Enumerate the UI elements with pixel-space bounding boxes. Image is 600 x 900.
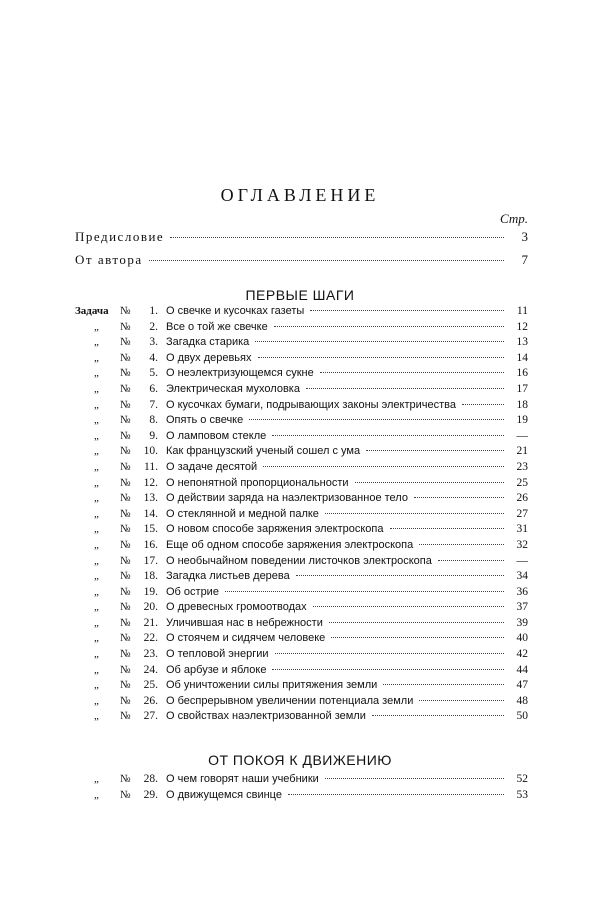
front-matter-row [75, 229, 528, 247]
ditto-mark: „ [94, 320, 99, 333]
front-matter-title: От автора [75, 252, 143, 267]
entry-page: 11 [516, 305, 528, 317]
entry-page: 52 [516, 773, 528, 785]
dot-leader [325, 513, 504, 514]
section-entries [0, 305, 600, 726]
toc-entry [0, 632, 600, 648]
entry-number: 27. [143, 710, 158, 723]
entry-title: Загадка старика [166, 336, 250, 349]
number-sign: № [120, 398, 131, 411]
number-sign: № [120, 648, 131, 661]
entry-title: О стеклянной и медной палке [166, 507, 319, 520]
toc-entry [0, 789, 600, 805]
entry-page: 53 [516, 788, 528, 801]
ditto-mark: „ [94, 523, 99, 536]
toc-entry [0, 586, 600, 602]
dot-leader [414, 497, 504, 498]
entry-page: 44 [516, 663, 528, 676]
dot-leader [275, 653, 504, 654]
entry-page: 50 [516, 710, 528, 723]
toc-entry [0, 430, 600, 446]
entry-page: — [516, 429, 528, 442]
dot-leader [419, 544, 504, 545]
entry-page: 14 [516, 351, 528, 364]
entry-title: Еще об одном способе заряжения электроскопа [166, 538, 414, 551]
toc-entry [0, 508, 600, 524]
entry-page: 31 [516, 523, 528, 536]
toc-entry [0, 336, 600, 352]
ditto-mark: „ [94, 616, 99, 629]
entry-title: Загадка листьев дерева [166, 570, 290, 583]
ditto-mark: „ [94, 336, 99, 349]
ditto-mark: „ [94, 538, 99, 551]
entry-page: 42 [516, 648, 528, 661]
entry-page: 39 [516, 616, 528, 629]
toc-entry [0, 695, 600, 711]
entry-number: 15. [143, 523, 158, 536]
toc-entry [0, 539, 600, 555]
dot-leader [149, 260, 504, 261]
number-sign: № [120, 492, 131, 505]
dot-leader [225, 591, 504, 592]
number-sign: № [120, 788, 131, 801]
ditto-mark: „ [94, 492, 99, 505]
entry-title: О необычайном поведении листочков электроскопа [166, 554, 432, 567]
front-matter-page: 3 [521, 229, 528, 244]
entry-title: О кусочках бумаги, подрывающих законы электричества [166, 398, 457, 411]
toc-entry [0, 648, 600, 664]
number-sign: № [120, 367, 131, 380]
dot-leader [274, 326, 504, 327]
entry-number: 4. [149, 351, 158, 364]
entry-page: 36 [516, 585, 528, 598]
ditto-mark: „ [94, 476, 99, 489]
toc-entry [0, 679, 600, 695]
number-sign: № [120, 351, 131, 364]
toc-entry [0, 570, 600, 586]
entry-title: О задаче десятой [166, 460, 258, 473]
entry-title: О чем говорят наши учебники [166, 773, 319, 785]
dot-leader [263, 466, 504, 467]
ditto-mark: „ [94, 679, 99, 692]
dot-leader [372, 715, 504, 716]
entry-number: 28. [143, 773, 158, 785]
entry-page: 34 [516, 570, 528, 583]
dot-leader [272, 435, 504, 436]
dot-leader [325, 778, 504, 779]
number-sign: № [120, 445, 131, 458]
entry-title: О беспрерывном увеличении потенциала земли [166, 694, 414, 707]
dot-leader [329, 622, 504, 623]
ditto-mark: „ [94, 773, 99, 785]
entry-title: О свечке и кусочках газеты [166, 305, 305, 317]
number-sign: № [120, 305, 131, 317]
entry-prefix: Задача [75, 305, 109, 317]
entry-page: 19 [516, 414, 528, 427]
entry-number: 26. [143, 694, 158, 707]
dot-leader [366, 450, 504, 451]
ditto-mark: „ [94, 710, 99, 723]
toc-entry [0, 773, 600, 789]
dot-leader [438, 560, 504, 561]
ditto-mark: „ [94, 570, 99, 583]
number-sign: № [120, 773, 131, 785]
entry-number: 3. [149, 336, 158, 349]
entry-page: 37 [516, 601, 528, 614]
entry-page: 13 [516, 336, 528, 349]
number-sign: № [120, 663, 131, 676]
entry-number: 22. [143, 632, 158, 645]
entry-title: Об уничтожении силы притяжения земли [166, 679, 378, 692]
ditto-mark: „ [94, 445, 99, 458]
dot-leader [170, 237, 504, 238]
ditto-mark: „ [94, 429, 99, 442]
dot-leader [288, 794, 504, 795]
number-sign: № [120, 476, 131, 489]
number-sign: № [120, 507, 131, 520]
entry-number: 8. [149, 414, 158, 427]
dot-leader [306, 388, 504, 389]
section-title: ПЕРВЫЕ ШАГИ [245, 287, 355, 303]
dot-leader [331, 637, 504, 638]
dot-leader [249, 419, 504, 420]
entry-number: 10. [143, 445, 158, 458]
number-sign: № [120, 429, 131, 442]
toc-entry [0, 383, 600, 399]
entry-page: 18 [516, 398, 528, 411]
front-matter-row [75, 252, 528, 270]
number-sign: № [120, 554, 131, 567]
entry-title: Опять о свечке [166, 414, 244, 427]
entry-number: 23. [143, 648, 158, 661]
number-sign: № [120, 336, 131, 349]
entry-number: 5. [149, 367, 158, 380]
entry-title: О новом способе заряжения электроскопа [166, 523, 384, 536]
dot-leader [310, 310, 504, 311]
entry-number: 1. [149, 305, 158, 317]
entry-number: 24. [143, 663, 158, 676]
entry-page: 47 [516, 679, 528, 692]
entry-number: 18. [143, 570, 158, 583]
toc-entry [0, 352, 600, 368]
number-sign: № [120, 601, 131, 614]
toc-entry [0, 414, 600, 430]
number-sign: № [120, 414, 131, 427]
toc-entry [0, 555, 600, 571]
ditto-mark: „ [94, 367, 99, 380]
toc-entry [0, 710, 600, 726]
entry-title: Уличившая нас в небрежности [166, 616, 323, 629]
front-matter-title: Предисловие [75, 229, 165, 244]
ditto-mark: „ [94, 414, 99, 427]
entry-title: О свойствах наэлектризованной земли [166, 710, 366, 723]
entry-page: 48 [516, 694, 528, 707]
entry-title: О действии заряда на наэлектризованное тело [166, 492, 408, 505]
dot-leader [320, 372, 504, 373]
entry-page: 25 [516, 476, 528, 489]
toc-entry [0, 321, 600, 337]
dot-leader [355, 482, 504, 483]
entry-title: Об арбузе и яблоке [166, 663, 267, 676]
dot-leader [258, 357, 505, 358]
entry-number: 6. [149, 382, 158, 395]
entry-number: 25. [143, 679, 158, 692]
front-matter-page: 7 [521, 252, 528, 267]
entry-title: О непонятной пропорциональности [166, 476, 349, 489]
entry-title: О древесных громоотводах [166, 601, 307, 614]
entry-title: Об острие [166, 585, 219, 598]
entry-number: 2. [149, 320, 158, 333]
toc-entry [0, 477, 600, 493]
entry-number: 9. [149, 429, 158, 442]
ditto-mark: „ [94, 460, 99, 473]
entry-page: 23 [516, 460, 528, 473]
entry-number: 11. [144, 460, 158, 473]
entry-page: 26 [516, 492, 528, 505]
entry-number: 29. [143, 788, 158, 801]
toc-entry [0, 523, 600, 539]
number-sign: № [120, 694, 131, 707]
toc-entry [0, 492, 600, 508]
dot-leader [419, 700, 504, 701]
entry-title: О неэлектризующемся сукне [166, 367, 314, 380]
ditto-mark: „ [94, 694, 99, 707]
entry-title: О тепловой энергии [166, 648, 269, 661]
entry-page: 27 [516, 507, 528, 520]
number-sign: № [120, 320, 131, 333]
entry-title: О стоячем и сидячем человеке [166, 632, 326, 645]
page-column-label: Стр. [500, 211, 528, 226]
entry-title: Все о той же свечке [166, 320, 268, 333]
dot-leader [390, 528, 505, 529]
toc-entry [0, 664, 600, 680]
entry-number: 17. [143, 554, 158, 567]
ditto-mark: „ [94, 663, 99, 676]
number-sign: № [120, 570, 131, 583]
entry-number: 13. [143, 492, 158, 505]
entry-number: 16. [143, 538, 158, 551]
ditto-mark: „ [94, 398, 99, 411]
toc-entry [0, 399, 600, 415]
dot-leader [313, 606, 504, 607]
section-title: ОТ ПОКОЯ К ДВИЖЕНИЮ [208, 752, 392, 768]
ditto-mark: „ [94, 382, 99, 395]
number-sign: № [120, 523, 131, 536]
entry-number: 12. [143, 476, 158, 489]
dot-leader [255, 341, 504, 342]
number-sign: № [120, 710, 131, 723]
toc-entry [0, 445, 600, 461]
entry-number: 14. [143, 507, 158, 520]
entry-title: Как французский ученый сошел с ума [166, 445, 361, 458]
entry-number: 19. [143, 585, 158, 598]
ditto-mark: „ [94, 351, 99, 364]
ditto-mark: „ [94, 648, 99, 661]
entry-number: 20. [143, 601, 158, 614]
number-sign: № [120, 679, 131, 692]
entry-page: 12 [516, 320, 528, 333]
number-sign: № [120, 460, 131, 473]
ditto-mark: „ [94, 632, 99, 645]
toc-title: ОГЛАВЛЕНИЕ [220, 185, 380, 205]
dot-leader [383, 684, 504, 685]
entry-title: Электрическая мухоловка [166, 382, 300, 395]
entry-title: О двух деревьях [166, 351, 252, 364]
dot-leader [272, 669, 504, 670]
ditto-mark: „ [94, 788, 99, 801]
number-sign: № [120, 616, 131, 629]
number-sign: № [120, 382, 131, 395]
entry-number: 21. [143, 616, 158, 629]
entry-page: — [516, 554, 528, 567]
toc-entry [0, 367, 600, 383]
entry-title: О ламповом стекле [166, 429, 267, 442]
number-sign: № [120, 585, 131, 598]
section-entries [0, 773, 600, 804]
number-sign: № [120, 632, 131, 645]
entry-title: О движущемся свинце [166, 788, 282, 801]
ditto-mark: „ [94, 554, 99, 567]
ditto-mark: „ [94, 601, 99, 614]
toc-entry [0, 461, 600, 477]
entry-number: 7. [149, 398, 158, 411]
toc-entry [0, 617, 600, 633]
entry-page: 32 [516, 538, 528, 551]
entry-page: 21 [516, 445, 528, 458]
toc-entry [0, 305, 600, 321]
entry-page: 40 [516, 632, 528, 645]
entry-page: 17 [516, 382, 528, 395]
dot-leader [296, 575, 504, 576]
ditto-mark: „ [94, 585, 99, 598]
number-sign: № [120, 538, 131, 551]
ditto-mark: „ [94, 507, 99, 520]
dot-leader [462, 404, 504, 405]
entry-page: 16 [516, 367, 528, 380]
toc-entry [0, 601, 600, 617]
